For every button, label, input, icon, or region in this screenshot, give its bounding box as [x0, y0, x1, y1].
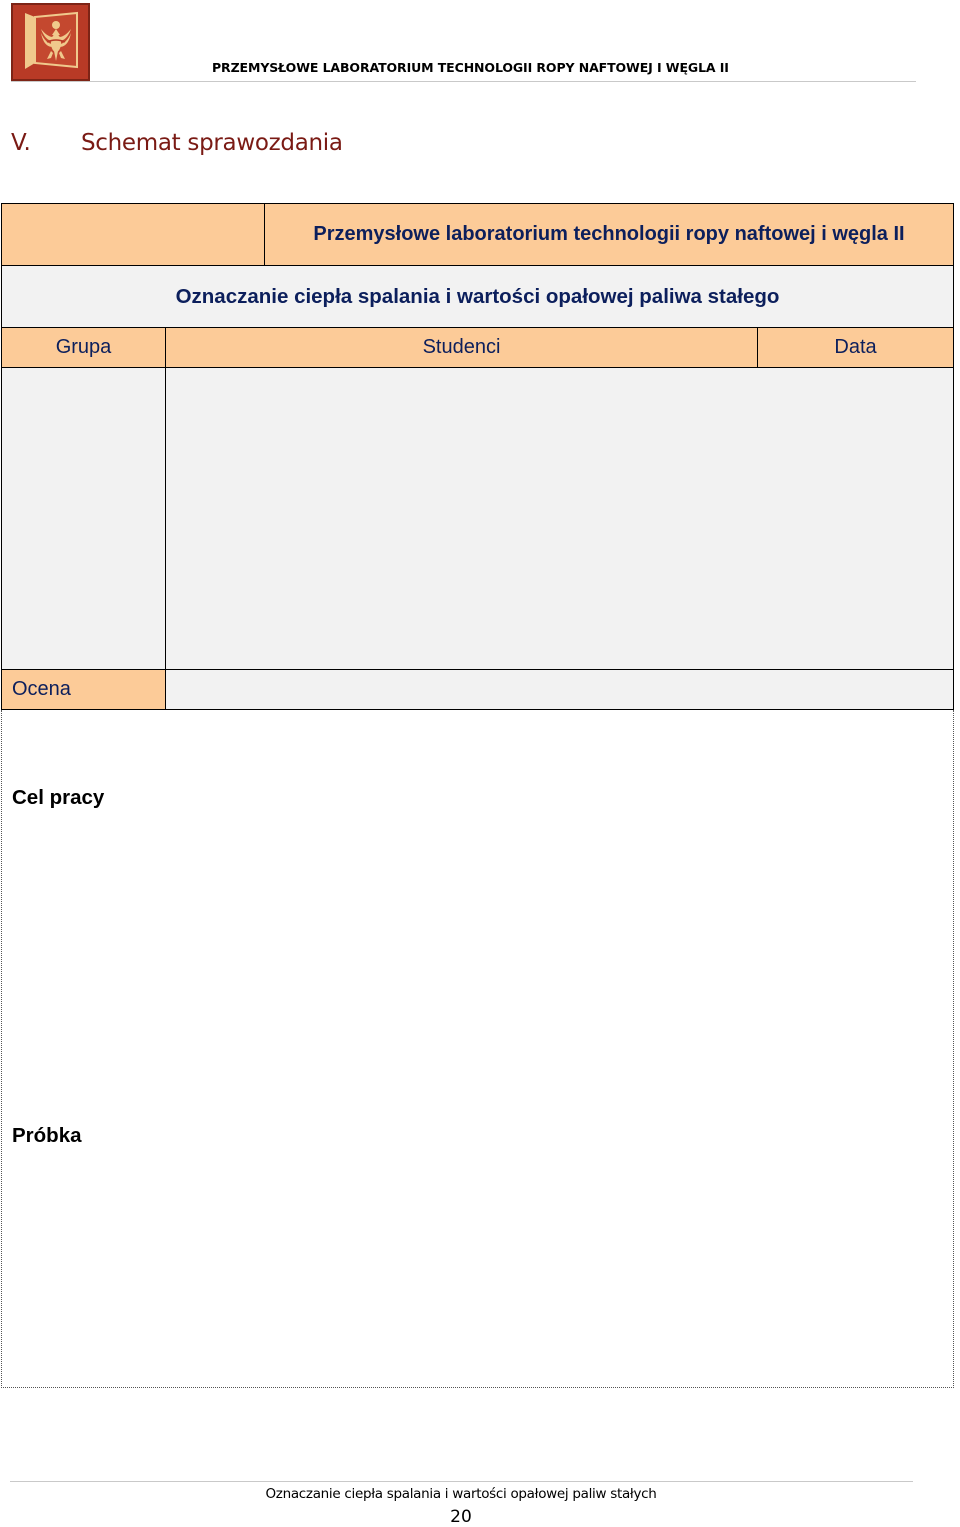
- section-heading: [11, 130, 343, 156]
- report-body-box: [1, 710, 954, 1388]
- date-column-label: Data: [758, 328, 953, 367]
- aim-heading: Cel pracy: [12, 786, 105, 809]
- grade-label: Ocena: [2, 670, 166, 709]
- course-row: [1, 203, 954, 266]
- entry-row: [1, 368, 954, 670]
- header-divider: [11, 81, 916, 82]
- course-row-blank-cell: [2, 204, 265, 265]
- group-column-label: Grupa: [2, 328, 166, 367]
- group-entry-cell[interactable]: [2, 368, 166, 669]
- eagle-crest-logo-icon: [11, 3, 90, 81]
- footer-divider: [10, 1481, 913, 1482]
- exercise-subject-cell: Oznaczanie ciepła spalania i wartości opałowej paliwa stałego: [1, 266, 954, 328]
- grade-row: [1, 670, 954, 710]
- grade-entry-cell[interactable]: [166, 670, 953, 709]
- course-title-cell: Przemysłowe laboratorium technologii ropy naftowej i węgla II: [265, 204, 953, 265]
- students-and-date-entry-cell[interactable]: [166, 368, 953, 669]
- report-form-table: [1, 203, 954, 1388]
- section-title: Schemat sprawozdania: [81, 130, 343, 156]
- footer-text: Oznaczanie ciepła spalania i wartości opałowej paliw stałych: [265, 1486, 657, 1502]
- column-labels-row: [1, 328, 954, 368]
- students-column-label: Studenci: [166, 328, 758, 367]
- page-number: 20: [450, 1507, 472, 1527]
- sample-heading: Próbka: [12, 1124, 82, 1147]
- running-header: PRZEMYSŁOWE LABORATORIUM TECHNOLOGII ROPY NAFTOWEJ I WĘGLA II: [212, 60, 729, 75]
- section-number: V.: [11, 130, 31, 156]
